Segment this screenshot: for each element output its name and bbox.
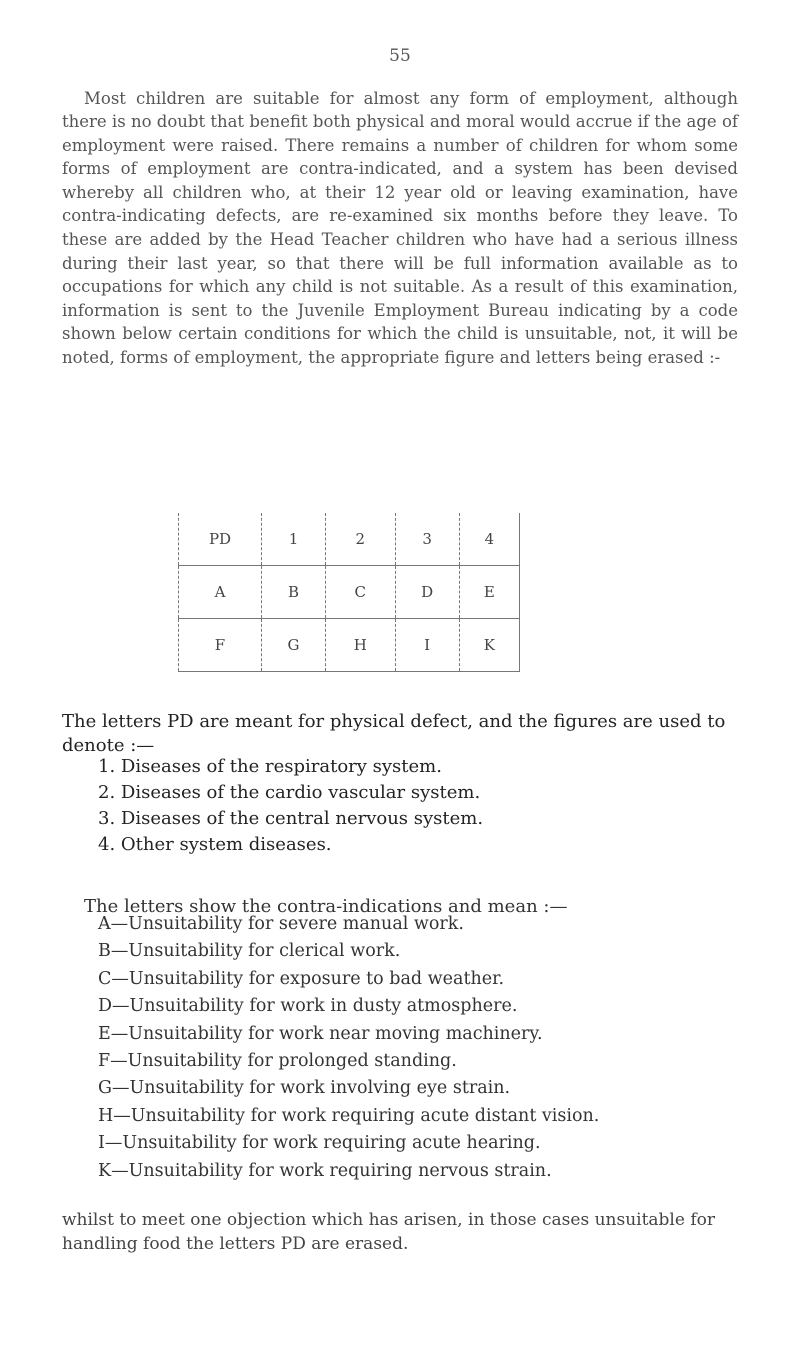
code-cell: G [262, 619, 326, 672]
code-cell: F [179, 619, 262, 672]
list-item: F—Unsuitability for prolonged standing. [98, 1051, 457, 1072]
code-cell: I [395, 619, 459, 672]
code-cell: B [262, 566, 326, 619]
figure-list [98, 754, 483, 858]
code-table-row [179, 566, 520, 619]
list-item: I—Unsuitability for work requiring acute hearing. [98, 1133, 541, 1154]
pd-explanation: The letters PD are meant for physical defect, and the figures are used to denote :— [62, 711, 726, 756]
code-table-row [179, 513, 520, 566]
code-cell: H [326, 619, 395, 672]
list-item: B—Unsuitability for clerical work. [98, 941, 401, 962]
letters-explanation: The letters show the contra-indications and mean :— [84, 896, 568, 917]
code-table [178, 513, 520, 672]
code-cell: E [459, 566, 519, 619]
code-cell: 4 [459, 513, 519, 566]
list-item: K—Unsuitability for work requiring nervous strain. [98, 1160, 552, 1181]
code-cell: 2 [326, 513, 395, 566]
list-item: H—Unsuitability for work requiring acute distant vision. [98, 1105, 600, 1126]
list-item: G—Unsuitability for work involving eye strain. [98, 1078, 511, 1099]
code-cell: K [459, 619, 519, 672]
list-item: 1. Diseases of the respiratory system. [98, 756, 442, 777]
list-item: A—Unsuitability for severe manual work. [98, 914, 464, 934]
code-cell: 3 [395, 513, 459, 566]
page-number: 55 [389, 46, 411, 66]
code-cell: PD [179, 513, 262, 566]
letter-list [98, 911, 599, 1185]
closing-paragraph: whilst to meet one objection which has arisen, in those cases unsuitable for handling food the letters PD are erased. [62, 1210, 715, 1254]
code-cell: C [326, 566, 395, 619]
list-item: D—Unsuitability for work in dusty atmosphere. [98, 996, 518, 1017]
code-cell: 1 [262, 513, 326, 566]
code-table-row [179, 619, 520, 672]
intro-paragraph: Most children are suitable for almost any form of employment, although there is no doubt that benefit both physical and moral would accrue if the age of employment were raised. There remains a number of children for whom some forms of employment are contra-indicated, and a system has been devised whereby all children who, at their 12 year old or leaving examination, have contra-indicating defects, are re-examined six months before they leave. To these are added by the Head Teacher children who have had a serious illness during their last year, so that there will be full information available as to occupations for which any child is not suitable. As a result of this examination, information is sent to the Juvenile Employment Bureau indicating by a code shown below certain conditions for which the child is unsuitable, not, it will be noted, forms of employment, the appropriate figure and letters being erased :- [62, 88, 738, 368]
list-item: E—Unsuitability for work near moving machinery. [98, 1023, 543, 1044]
code-cell: A [179, 566, 262, 619]
code-cell: D [395, 566, 459, 619]
list-item: C—Unsuitability for exposure to bad weather. [98, 968, 505, 989]
list-item: 4. Other system diseases. [98, 834, 332, 855]
list-item: 3. Diseases of the central nervous system. [98, 808, 484, 829]
list-item: 2. Diseases of the cardio vascular system. [98, 782, 481, 803]
